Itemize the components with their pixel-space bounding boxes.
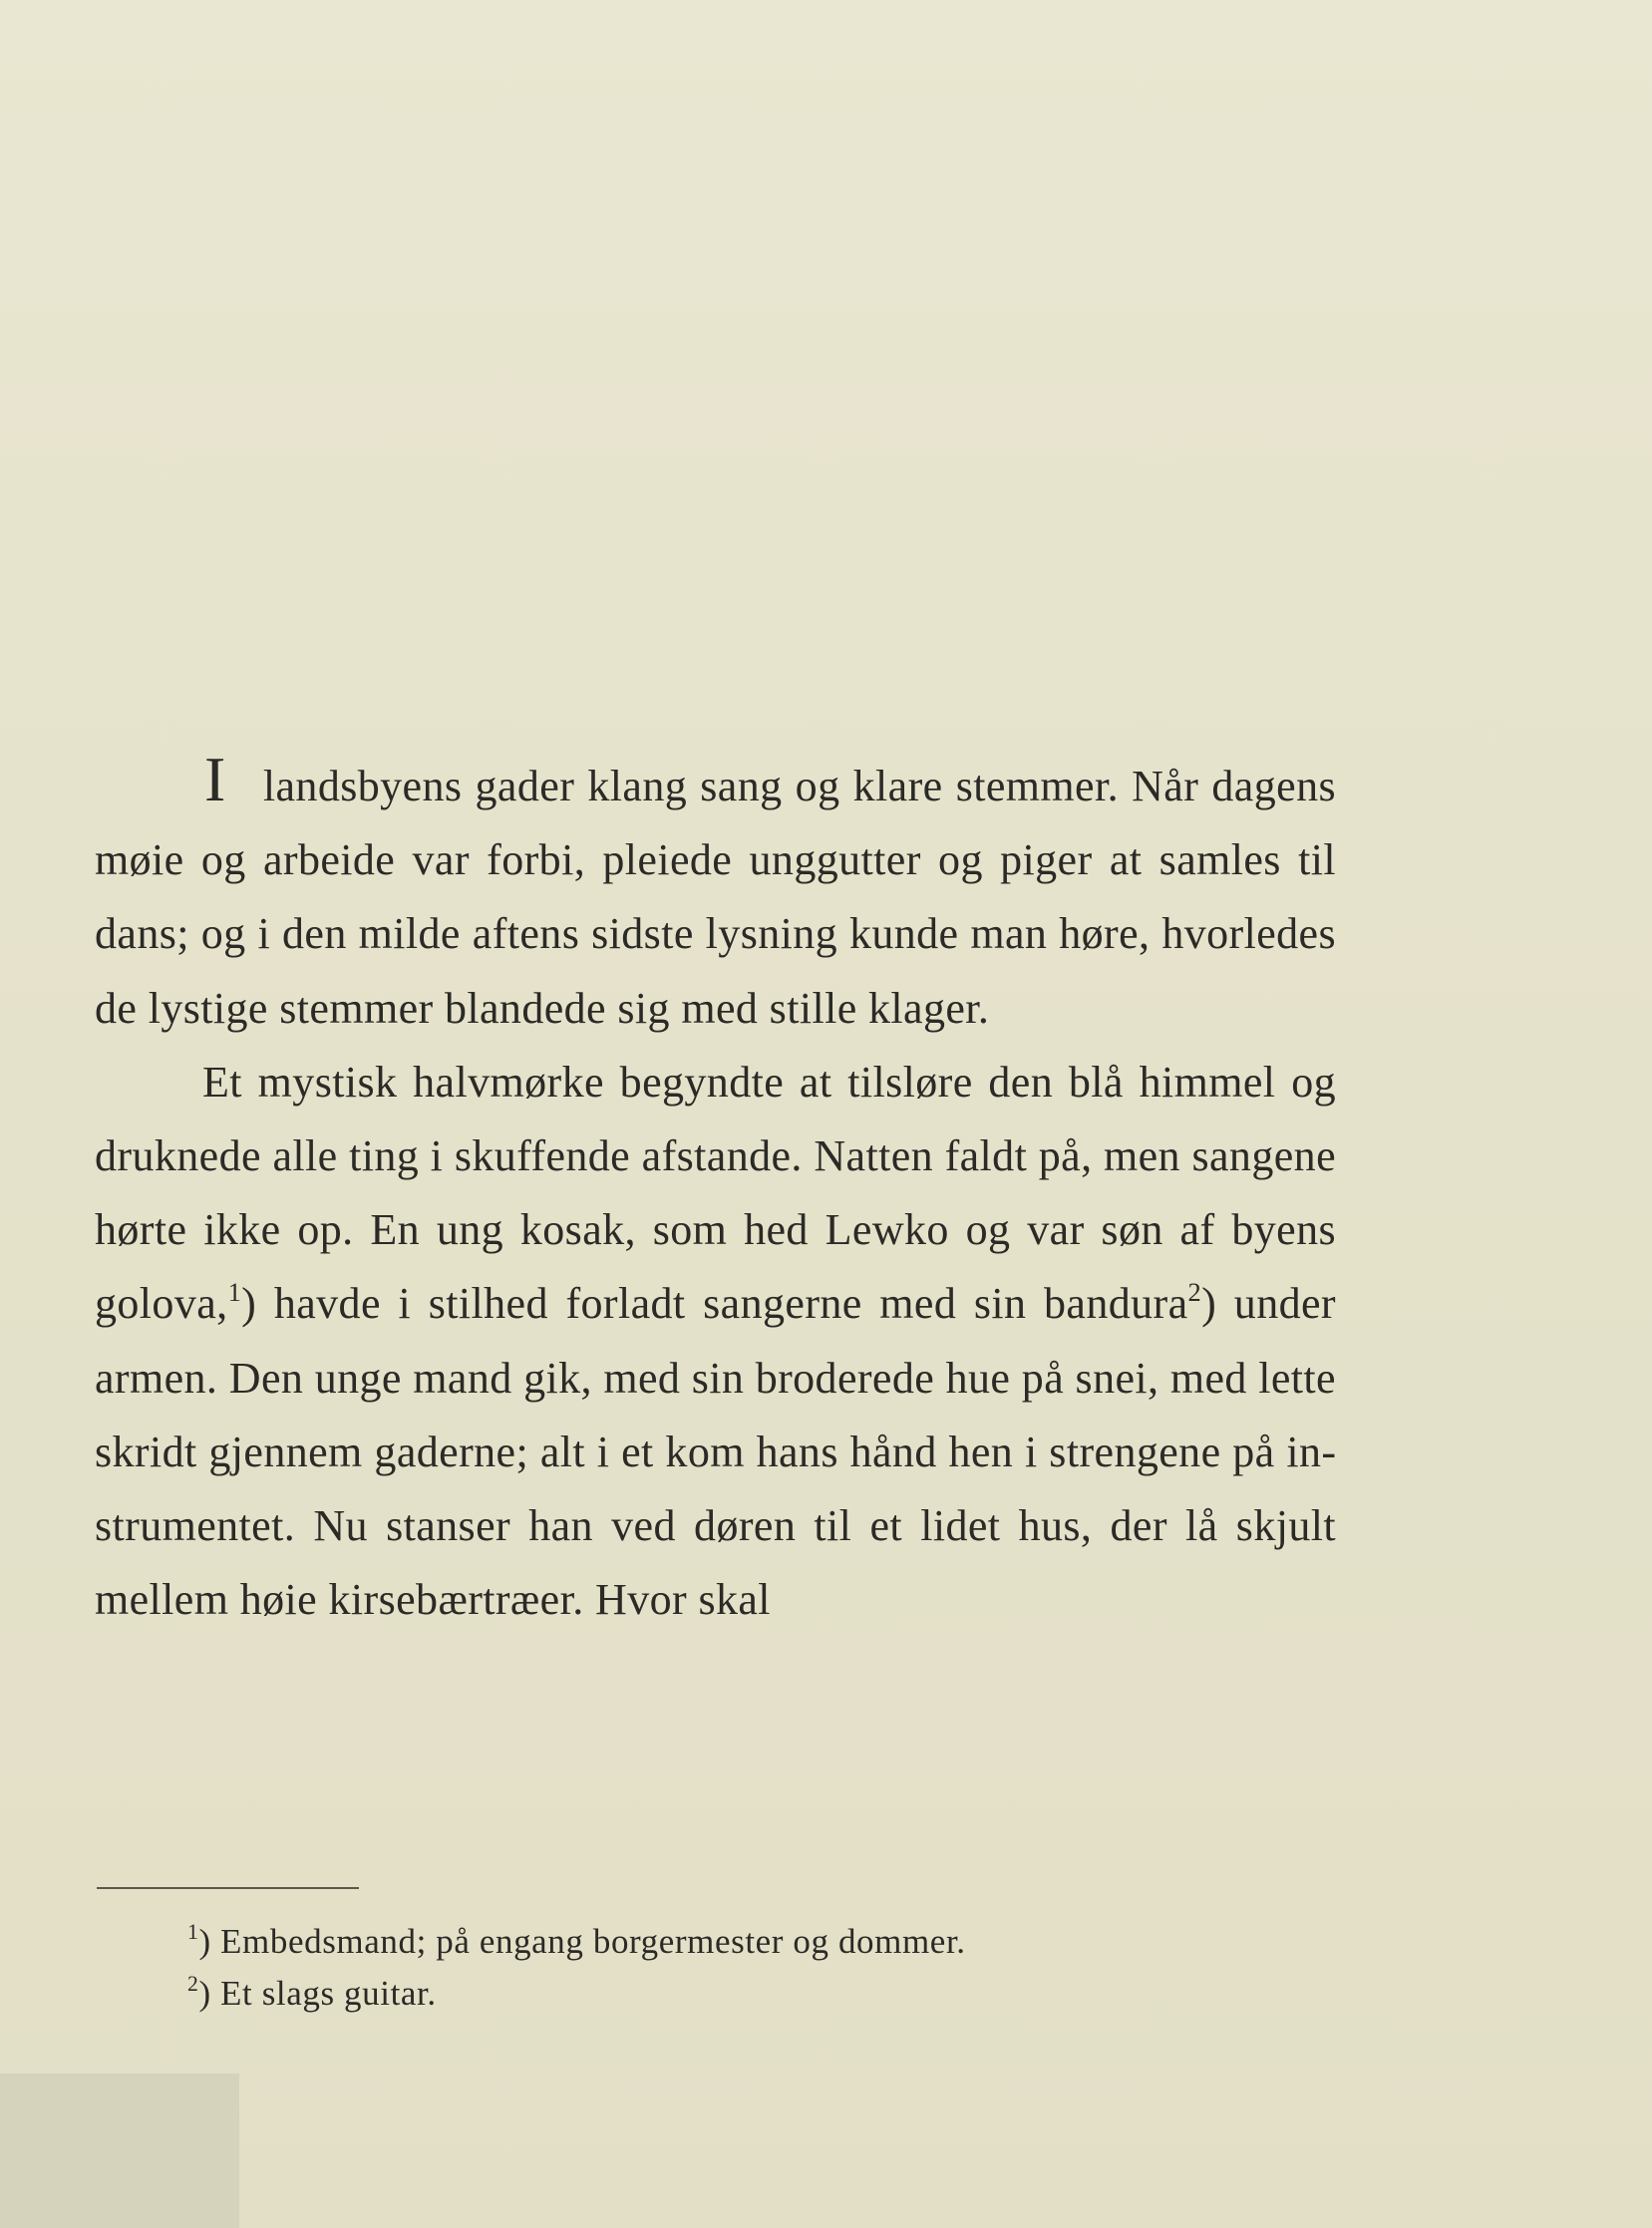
main-text [95, 744, 1336, 1637]
paragraph-2 [95, 1046, 1336, 1638]
paragraph-1 [95, 744, 1336, 1046]
paragraph-2-part-1: Et mystisk halvmørke begyndte at tilsløre den blå himmel og druknede alle ting i skuffende afstande. Natten faldt på, men sangene hørte ikke op. En ung kosak, som hed Lewko og var søn af byens golova, [95, 1057, 1336, 1329]
footnote-2-text: ) Et slags guitar. [198, 1974, 437, 2013]
footnotes [187, 1916, 1334, 2020]
footnote-1-marker: 1 [187, 1919, 199, 1944]
footnote-2 [187, 1968, 1334, 2020]
footnote-ref-1: 1 [227, 1277, 242, 1308]
footnote-1-text: ) Embedsmand; på engang borgermester og dommer. [198, 1922, 966, 1961]
paragraph-1-text: landsbyens gader klang sang og klare stemmer. Når dagens møie og arbeide var forbi, pleiede unggutter og piger at samles til dans; og i den milde aftens sidste lysning kunde man høre, hvorledes de lystige stemmer blandede sig med stille klager. [95, 762, 1336, 1033]
footnote-2-marker: 2 [187, 1971, 199, 1996]
paragraph-2-part-3: ) under armen. Den unge mand gik, med sin broderede hue på snei, med lette skridt gjennem gaderne; alt i et kom hans hånd hen i strengene på instrumentet. Nu stanser han ved døren til et lidet hus, der lå skjult mellem høie kirsebærtræer. Hvor skal [95, 1279, 1336, 1625]
paragraph-2-part-2: ) havde i stilhed forladt sangerne med sin bandura [241, 1279, 1188, 1329]
paper-stain [0, 2073, 239, 2228]
drop-cap: I [204, 744, 226, 814]
footnote-rule [97, 1887, 359, 1889]
footnote-1 [187, 1916, 1334, 1968]
footnote-ref-2: 2 [1187, 1277, 1202, 1308]
